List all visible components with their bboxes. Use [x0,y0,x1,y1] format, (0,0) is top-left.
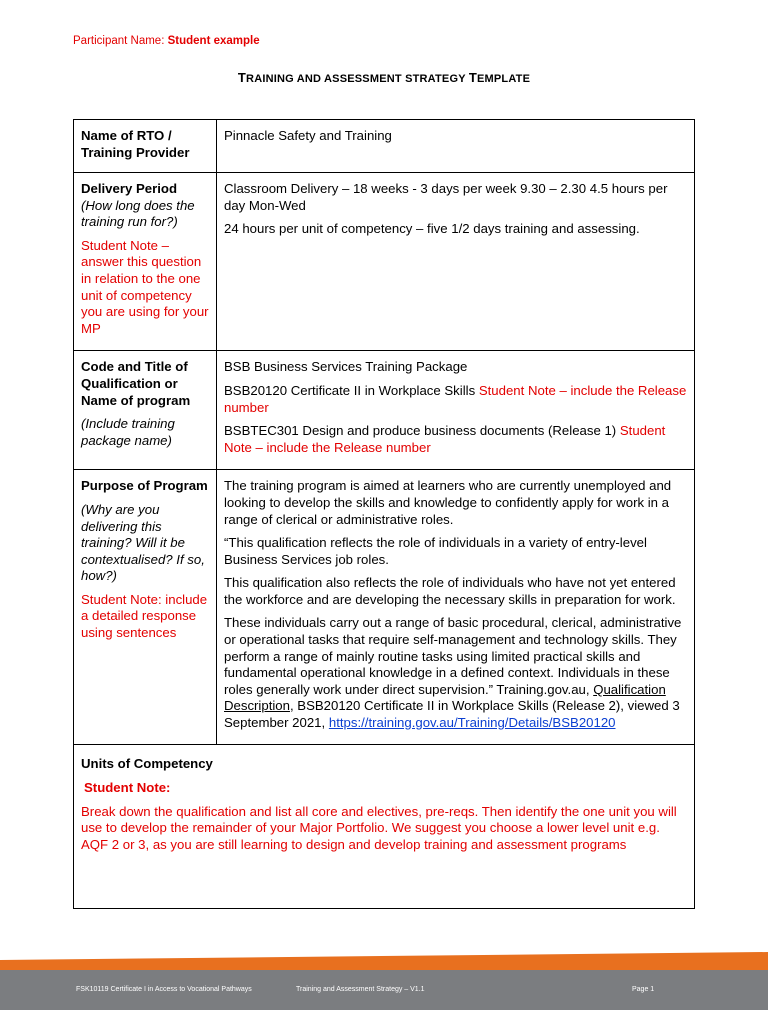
units-label: Units of Competency [81,756,213,772]
rto-label-cell [74,120,217,173]
rto-label: Name of RTO / Training Provider [81,128,190,160]
participant-name [73,35,260,47]
footer-orange-band [0,952,768,972]
code-line-1: BSB Business Services Training Package [224,359,468,375]
code-line-3-note: Student Note – include the Release number [224,423,666,455]
purpose-label: Purpose of Program [81,478,208,494]
code-label: Code and Title of Qualification or Name of program [81,359,191,408]
title-template-word: T [468,70,477,85]
row-units [74,745,695,909]
title-template-tail: EMPLATE [476,73,531,85]
code-label-cell [74,351,217,470]
qualification-description-link[interactable]: Qualification Description [224,681,666,714]
delivery-student-note: Student Note – answer this question in relation to the one unit of competency you are using for your MP [81,237,209,336]
delivery-value-cell[interactable] [217,173,695,351]
title-initial: T [237,70,247,85]
purpose-value-cell[interactable] [217,470,695,745]
row-rto [74,120,695,173]
purpose-paragraph-4 [224,615,687,731]
purpose-label-cell [74,470,217,745]
purpose-paragraph-1: The training program is aimed at learners who are currently unemployed and looking to develop the skills and knowledge to confidently apply for work in a range of clerical or administrative roles. [224,478,672,527]
code-line-3 [224,423,687,456]
delivery-label-cell [74,173,217,351]
purpose-label-hint: (Why are you delivering this training? Will it be contextualised? If so, how?) [81,501,205,584]
footer-page-number: Page 1 [632,986,655,993]
purpose-paragraph-3: This qualification also reflects the role of individuals who have not yet entered the workforce and are developing the necessary skills in preparation for work. [224,575,676,607]
row-purpose [74,470,695,745]
units-student-note: Break down the qualification and list all core and electives, pre-reqs. Then identify the one unit you will use to develop the remainder of your Major Portfolio. We suggest you choose a lower level unit e.g. AQF 2 or 3, as you are still learning to design and develop training and assessment programs [81,803,677,852]
training-gov-link[interactable]: https://training.gov.au/Training/Details/BSB20120 [328,715,616,731]
rto-value-cell[interactable] [217,120,695,173]
document-title [0,70,768,85]
code-line-2 [224,383,687,416]
footer-document: Training and Assessment Strategy – V1.1 [296,986,425,993]
units-note-label: Student Note: [84,779,171,795]
delivery-line-1: Classroom Delivery – 18 weeks - 3 days per week 9.30 – 2.30 4.5 hours per day Mon-Wed [224,181,668,213]
code-line-2-text: BSB20120 Certificate II in Workplace Skills [224,382,476,398]
purpose-student-note: Student Note: include a detailed response using sentences [81,591,208,641]
code-value-cell[interactable] [217,351,695,470]
footer-bar [0,970,768,1010]
delivery-label-hint: (How long does the training run for?) [81,197,195,230]
title-rest: RAINING AND ASSESSMENT STRATEGY TEMPLATE [246,70,531,85]
delivery-label: Delivery Period [81,181,178,196]
units-cell[interactable] [74,745,695,909]
participant-value: Student example [167,35,260,47]
footer-course: FSK10119 Certificate I in Access to Vocational Pathways [76,986,252,993]
purpose-paragraph-4-after: , BSB20120 Certificate II in Workplace Skills (Release 2), viewed 3 September 2021, [224,698,680,731]
delivery-line-2: 24 hours per unit of competency – five 1/2 days training and assessing. [224,221,640,237]
code-label-hint: (Include training package name) [81,416,175,448]
row-delivery [74,173,695,351]
strategy-table [73,119,695,909]
purpose-paragraph-4-text: These individuals carry out a range of basic procedural, clerical, administrative or operational tasks that require self-management and technology skills. They perform a range of mainly routine tasks using limited practical skills and fundamental operational knowledge in a defined context. Individuals in these roles generally work under direct supervision.” Training.gov.au, [224,615,682,697]
rto-value: Pinnacle Safety and Training [224,128,392,143]
participant-label: Participant Name: [73,35,165,47]
code-line-3-text: BSBTEC301 Design and produce business documents (Release 1) [224,423,617,439]
code-line-2-note: Student Note – include the Release number [224,382,687,415]
purpose-paragraph-2: “This qualification reflects the role of individuals in a variety of entry-level Business Services job roles. [224,535,647,567]
row-code [74,351,695,470]
